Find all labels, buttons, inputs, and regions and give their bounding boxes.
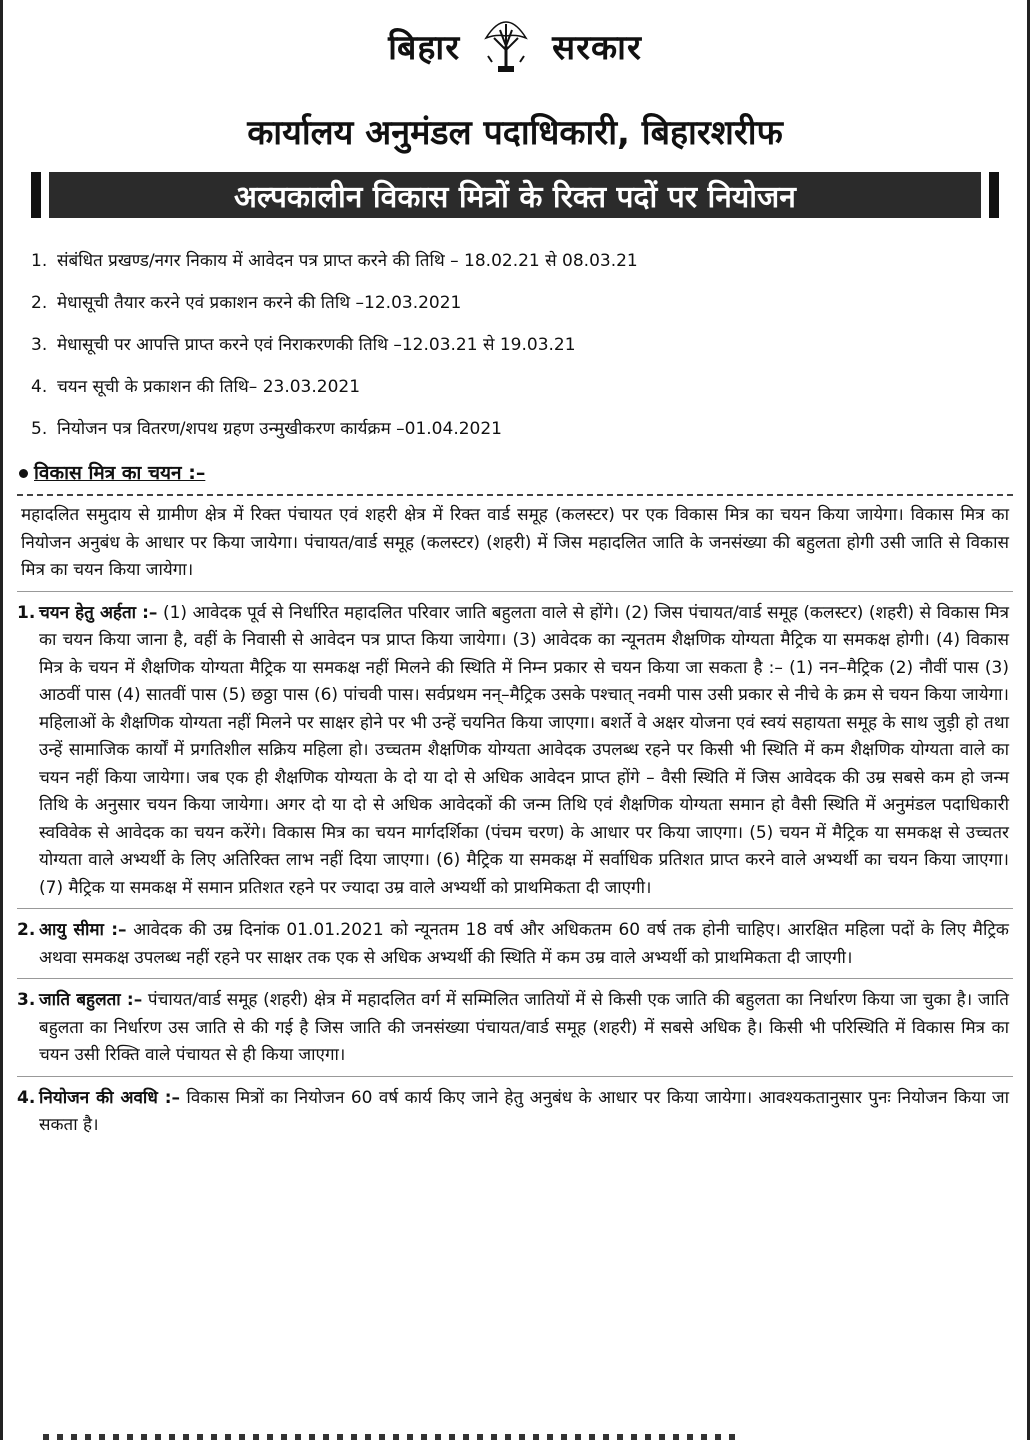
schedule-item: 2. मेधासूची तैयार करने एवं प्रकाशन करने की तिथि –12.03.2021 — [31, 293, 462, 313]
cut-off-line — [43, 1434, 743, 1440]
gov-right-word: सरकार — [552, 28, 642, 68]
section-divider — [17, 494, 1013, 496]
schedule-item: 4. चयन सूची के प्रकाशन की तिथि– 23.03.2021 — [31, 377, 361, 397]
selection-heading: विकास मित्र का चयन :– — [17, 456, 1013, 490]
schedule-item: 5. नियोजन पत्र वितरण/शपथ ग्रहण उन्मुखीकरण कार्यक्रम –01.04.2021 — [31, 419, 502, 439]
rule-line — [17, 908, 1013, 909]
rule-line — [17, 591, 1013, 592]
rule-line — [17, 1076, 1013, 1077]
office-title: कार्यालय अनुमंडल पदाधिकारी, बिहारशरीफ — [247, 113, 783, 153]
clause-eligibility: 1. चयन हेतु अर्हता :– (1) आवेदक पूर्व से निर्धारित महादलित परिवार जाति बहुलता वाले से होंगे। (2) जिस पंचायत/वार्ड समूह (कलस्टर) (शहरी) से विकास मित्र का चयन किया जाना है, वहीं के निवासी से आवेदन पत्र प्राप्त किया जायेगा। (3) आवेदक का न्यूनतम शैक्षणिक योग्यता मैट्रिक या समकक्ष होगी। (4) विकास मित्र के चयन में शैक्षणिक योग्यता मैट्रिक या समकक्ष नहीं मिलने की स्थिति में निम्न प्रकार से चयन किया जा सकता है :– (1) नन–मैट्रिक (2) नौवीं पास (3) आठवीं पास (4) सातवीं पास (5) छठ्ठा पास (6) पांचवी पास। सर्वप्रथम नन्–मैट्रिक उसके पश्चात् नवमी पास उसी प्रकार से नीचे के क्रम से चयन किया जायेगा। महिलाओं के शैक्षणिक योग्यता नहीं मिलने पर साक्षर होने पर भी उन्हें चयनित किया जाएगा। बशर्ते वे अक्षर योजना एवं स्वयं सहायता समूह के साथ जुड़ी हो तथा उन्हें सामाजिक कार्यों में प्रगतिशील सक्रिय महिला हो। उच्चतम शैक्षणिक योग्यता आवेदक उपलब्ध रहने पर किसी भी स्थिति में कम शैक्षणिक योग्यता वाले का चयन नहीं किया जायेगा। जब एक ही शैक्षणिक योग्यता के दो या दो से अधिक आवेदन प्राप्त होंगे – वैसी स्थिति में जिस आवेदक की उम्र सबसे कम हो जन्म तिथि के अनुसार चयन किया जायेगा। अगर दो या दो से अधिक आवेदकों की जन्म तिथि एवं शैक्षणिक योग्यता समान हो वैसी स्थिति में अनुमंडल पदाधिकारी स्वविवेक से आवेदक का चयन करेंगे। विकास मित्र का चयन मार्गदर्शिका (पंचम चरण) के आधार पर किया जाएगा। (5) चयन में मैट्रिक या समकक्ष से उच्चतर योग्यता वाले अभ्यर्थी के लिए अतिरिक्त लाभ नहीं दिया जाएगा। (6) मैट्रिक या समकक्ष में सर्वाधिक प्रतिशत प्राप्त करने वाले अभ्यर्थी का चयन किया जाएगा। (7) मैट्रिक या समकक्ष में समान प्रतिशत रहने पर ज्यादा उम्र वाले अभ्यर्थी को प्राथमिकता दी जाएगी। — [17, 602, 1010, 898]
bodhi-tree-emblem-icon — [476, 16, 536, 76]
schedule-item: 3. मेधासूची पर आपत्ति प्राप्त करने एवं निराकरणकी तिथि –12.03.21 से 19.03.21 — [31, 335, 576, 355]
masthead — [17, 0, 1013, 74]
clause-tenure: 4. नियोजन की अवधि :– विकास मित्रों का नियोजन 60 वर्ष कार्य किए जाने हेतु अनुबंध के आधार पर किया जायेगा। आवश्यकतानुसार पुनः नियोजन किया जा सकता है। — [17, 1087, 1009, 1135]
gov-left-word: बिहार — [388, 28, 461, 68]
notice-banner — [31, 172, 999, 218]
clause-age-limit: 2. आयु सीमा :– आवेदक की उम्र दिनांक 01.01.2021 को न्यूनतम 18 वर्ष और अधिकतम 60 वर्ष तक होनी चाहिए। आरक्षित महिला पदों के लिए मैट्रिक अथवा समकक्ष उपलब्ध नहीं रहने पर साक्षर तक एक से अधिक अभ्यर्थी की स्थिति में कम उम्र वाले अभ्यर्थी को प्राथमिकता दी जाएगी। — [17, 920, 1009, 968]
clause-caste-majority: 3. जाति बहुलता :– पंचायत/वार्ड समूह (शहरी) क्षेत्र में महादलित वर्ग में सम्मिलित जातियों में से किसी एक जाति की बहुलता का निर्धारण किया जा चुका है। जाति बहुलता का निर्धारण उस जाति से की गई है जिस जाति की जनसंख्या पंचायत/वार्ड समूह (शहरी) में सबसे अधिक है। किसी भी परिस्थिति में विकास मित्र का चयन उसी रिक्ति वाले पंचायत से ही किया जाएगा। — [17, 990, 1009, 1065]
bullet-icon — [19, 469, 28, 478]
selection-intro: महादलित समुदाय से ग्रामीण क्षेत्र में रिक्त पंचायत एवं शहरी क्षेत्र में रिक्त वार्ड समूह (कलस्टर) पर एक विकास मित्र का चयन किया जायेगा। विकास मित्र का नियोजन अनुबंध के आधार पर किया जायेगा। पंचायत/वार्ड समूह (कलस्टर) (शहरी) में जिस महादलित जाति के जनसंख्या की बहुलता होगी उसी जाति से विकास मित्र का चयन किया जायेगा। — [21, 505, 1009, 580]
banner-title: अल्पकालीन विकास मित्रों के रिक्त पदों पर नियोजन — [49, 172, 981, 218]
schedule-item: 1. संबंधित प्रखण्ड/नगर निकाय में आवेदन पत्र प्राप्त करने की तिथि – 18.02.21 से 08.03.21 — [31, 251, 638, 271]
schedule-list — [17, 240, 1013, 450]
rule-line — [17, 978, 1013, 979]
